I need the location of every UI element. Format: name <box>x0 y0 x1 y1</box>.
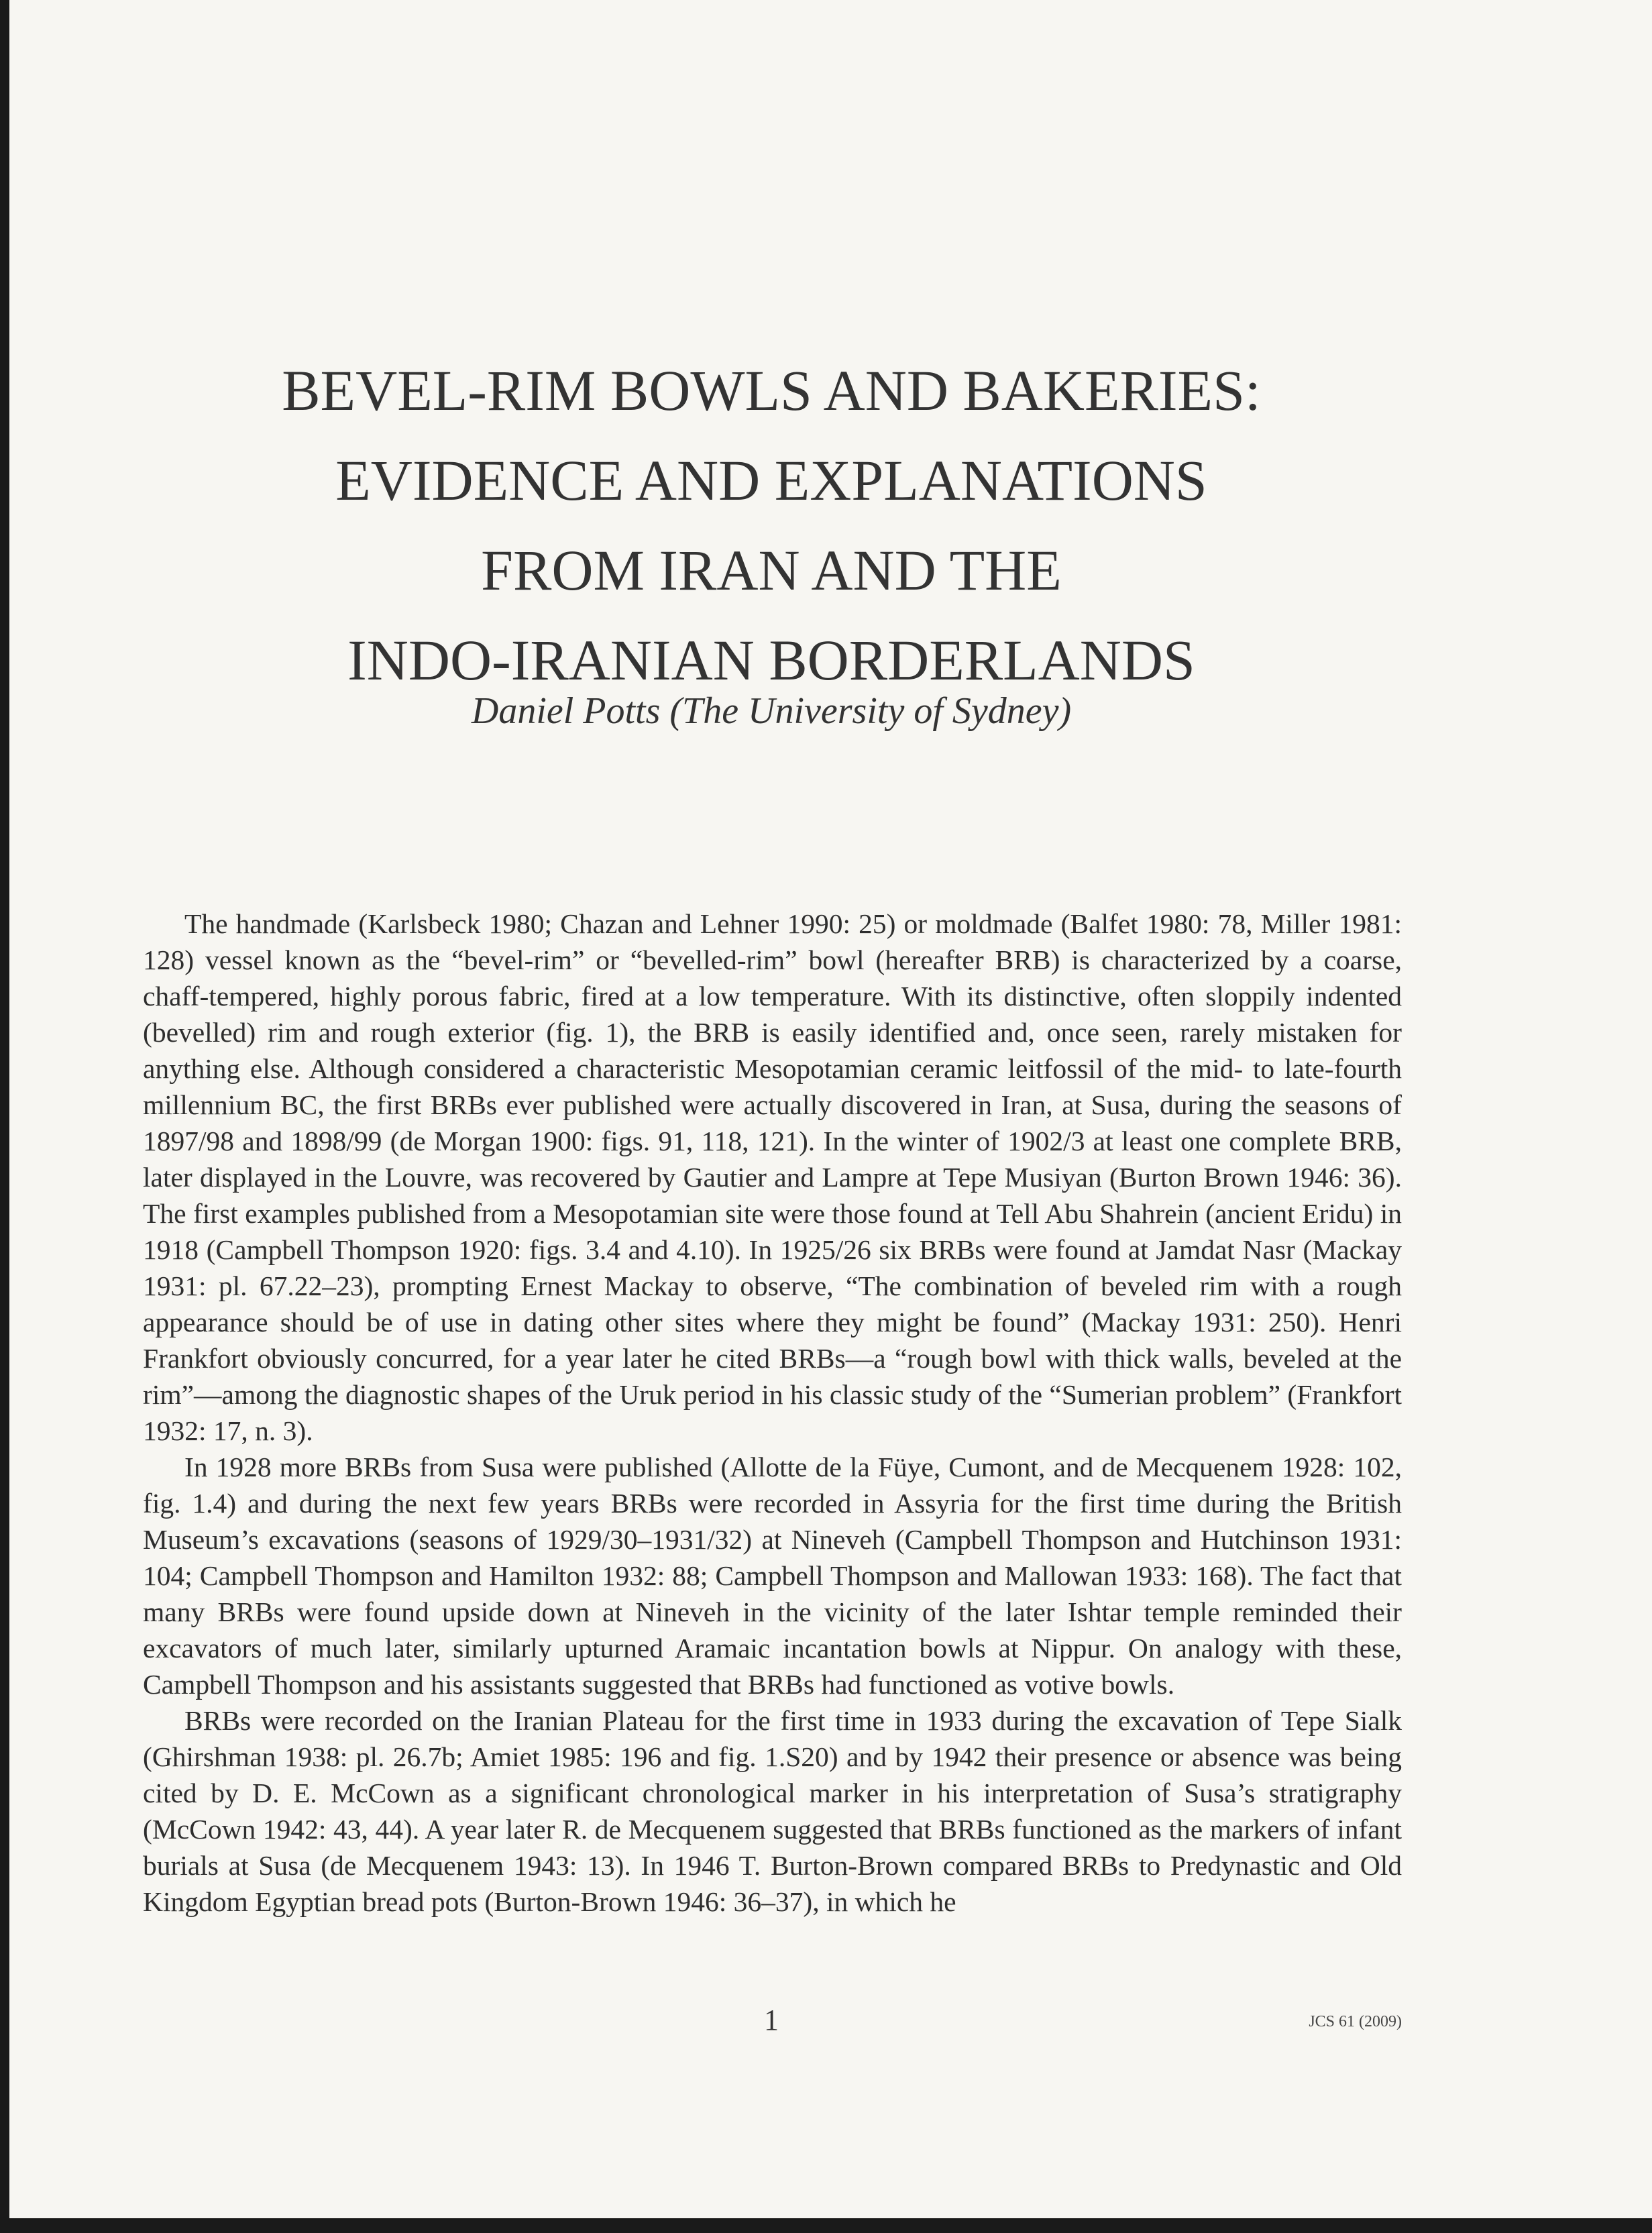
body-paragraph: In 1928 more BRBs from Susa were published (Allotte de la Füye, Cumont, and de Mecquenem 1928: 102, fig. 1.4) and during the next few years BRBs were recorded in Assyria for the first time during the British Museum’s excavations (seasons of 1929/30–1931/32) at Nineveh (Campbell Thompson and Hutchinson 1931: 104; Campbell Thompson and Hamilton 1932: 88; Campbell Thompson and Mallowan 1933: 168). The fact that many BRBs were found upside down at Nineveh in the vicinity of the later Ishtar temple reminded their excavators of much later, similarly upturned Aramaic incantation bowls at Nippur. On analogy with these, Campbell Thompson and his assistants suggested that BRBs had functioned as votive bowls. <box>143 1452 1402 1700</box>
scan-edge-left <box>0 0 9 2233</box>
author-byline: Daniel Potts (The University of Sydney) <box>471 690 1072 732</box>
page-number: 1 <box>764 2004 779 2036</box>
title-line: FROM IRAN AND THE <box>481 538 1062 602</box>
article-title <box>201 345 1341 705</box>
title-line: BEVEL-RIM BOWLS AND BAKERIES: <box>282 358 1261 423</box>
body-paragraph: The handmade (Karlsbeck 1980; Chazan and Lehner 1990: 25) or moldmade (Balfet 1980: 78, Miller 1981: 128) vessel known as the “bevel-rim” or “bevelled-rim” bowl (hereafter BRB) is characterized by a coarse, chaff-tempered, highly porous fabric, fired at a low temperature. With its distinctive, often sloppily indented (bevelled) rim and rough exterior (fig. 1), the BRB is easily identified and, once seen, rarely mistaken for anything else. Although considered a characteristic Mesopotamian ceramic leitfossil of the mid- to late-fourth millennium BC, the first BRBs ever published were actually discovered in Iran, at Susa, during the seasons of 1897/98 and 1898/99 (de Morgan 1900: figs. 91, 118, 121). In the winter of 1902/3 at least one complete BRB, later displayed in the Louvre, was recovered by Gautier and Lampre at Tepe Musiyan (Burton Brown 1946: 36). The first examples published from a Mesopotamian site were those found at Tell Abu Shahrein (ancient Eridu) in 1918 (Campbell Thompson 1920: figs. 3.4 and 4.10). In 1925/26 six BRBs were found at Jamdat Nasr (Mackay 1931: pl. 67.22–23), prompting Ernest Mackay to observe, “The combination of beveled rim with a rough appearance should be of use in dating other sites where they might be found” (Mackay 1931: 250). Henri Frankfort obviously concurred, for a year later he cited BRBs—a “rough bowl with thick walls, beveled at the rim”—among the diagnostic shapes of the Uruk period in his classic study of the “Sumerian problem” (Frankfort 1932: 17, n. 3). <box>143 908 1402 1446</box>
title-line: INDO-IRANIAN BORDERLANDS <box>347 628 1195 692</box>
journal-reference: JCS 61 (2009) <box>1309 2013 1402 2030</box>
scan-edge-bottom <box>0 2218 1652 2233</box>
title-line: EVIDENCE AND EXPLANATIONS <box>335 448 1207 512</box>
article-body <box>143 906 1402 1920</box>
body-paragraph: BRBs were recorded on the Iranian Plateau for the first time in 1933 during the excavation of Tepe Sialk (Ghirshman 1938: pl. 26.7b; Amiet 1985: 196 and fig. 1.S20) and by 1942 their presence or absence was being cited by D. E. McCown as a significant chronological marker in his interpretation of Susa’s stratigraphy (McCown 1942: 43, 44). A year later R. de Mecquenem suggested that BRBs functioned as the markers of infant burials at Susa (de Mecquenem 1943: 13). In 1946 T. Burton-Brown compared BRBs to Predynastic and Old Kingdom Egyptian bread pots (Burton-Brown 1946: 36–37), in which he <box>143 1705 1402 1917</box>
